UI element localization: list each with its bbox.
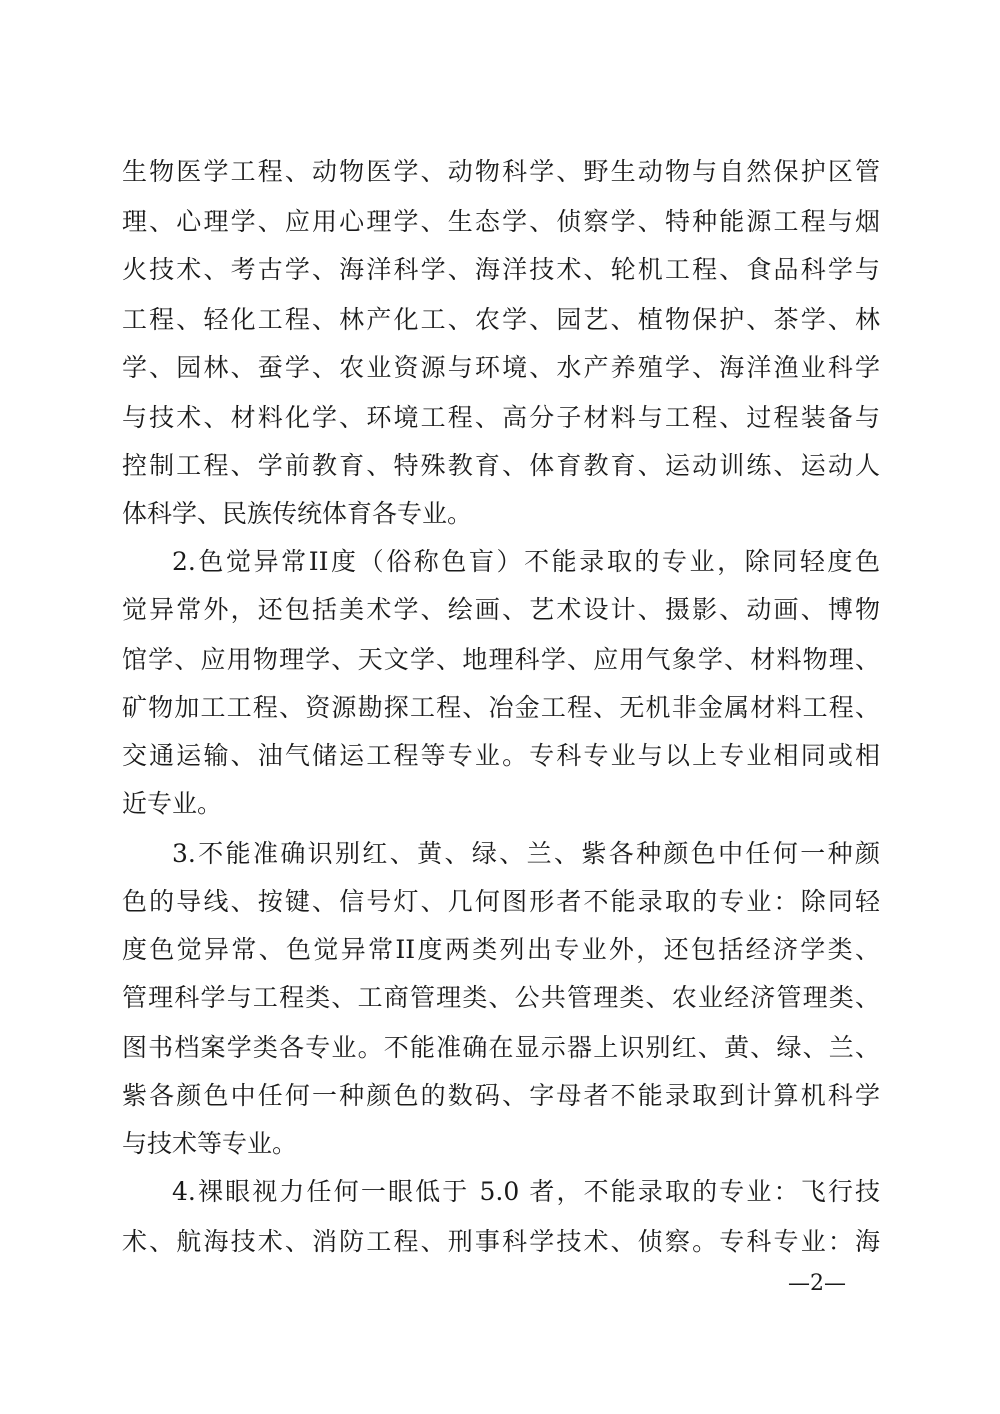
text-line: 色的导线、按键、信号灯、几何图形者不能录取的专业：除同轻 (122, 887, 880, 916)
text-line: 控制工程、学前教育、特殊教育、体育教育、运动训练、运动人 (122, 451, 880, 480)
text-line: 觉异常外，还包括美术学、绘画、艺术设计、摄影、动画、博物 (122, 595, 880, 624)
text-line: 体科学、民族传统体育各专业。 (122, 499, 473, 528)
text-line: 与技术等专业。 (122, 1129, 298, 1158)
text-line: 术、航海技术、消防工程、刑事科学技术、侦察。专科专业：海 (122, 1227, 880, 1256)
text-line: 火技术、考古学、海洋科学、海洋技术、轮机工程、食品科学与 (122, 255, 880, 284)
paragraph-3-first-line: 3.不能准确识别红、黄、绿、兰、紫各种颜色中任何一种颜 (172, 839, 880, 868)
text-line: 馆学、应用物理学、天文学、地理科学、应用气象学、材料物理、 (122, 645, 880, 674)
text-line: 生物医学工程、动物医学、动物科学、野生动物与自然保护区管 (122, 157, 880, 186)
text-line: 学、园林、蚕学、农业资源与环境、水产养殖学、海洋渔业科学 (122, 353, 880, 382)
text-line: 近专业。 (122, 789, 223, 818)
text-line: 紫各颜色中任何一种颜色的数码、字母者不能录取到计算机科学 (122, 1081, 880, 1110)
page-number: —2— (788, 1271, 846, 1296)
text-line: 图书档案学类各专业。不能准确在显示器上识别红、黄、绿、兰、 (122, 1033, 880, 1062)
text-line: 矿物加工工程、资源勘探工程、冶金工程、无机非金属材料工程、 (122, 693, 880, 722)
text-line: 工程、轻化工程、林产化工、农学、园艺、植物保护、茶学、林 (122, 305, 880, 334)
text-line: 管理科学与工程类、工商管理类、公共管理类、农业经济管理类、 (122, 983, 880, 1012)
text-line: 交通运输、油气储运工程等专业。专科专业与以上专业相同或相 (122, 741, 880, 770)
text-line: 度色觉异常、色觉异常II度两类列出专业外，还包括经济学类、 (122, 935, 880, 964)
paragraph-4-first-line: 4.裸眼视力任何一眼低于 5.0 者，不能录取的专业：飞行技 (172, 1177, 880, 1206)
text-line: 与技术、材料化学、环境工程、高分子材料与工程、过程装备与 (122, 403, 880, 432)
paragraph-2-first-line: 2.色觉异常II度（俗称色盲）不能录取的专业，除同轻度色 (172, 547, 880, 576)
text-line: 理、心理学、应用心理学、生态学、侦察学、特种能源工程与烟 (122, 207, 880, 236)
